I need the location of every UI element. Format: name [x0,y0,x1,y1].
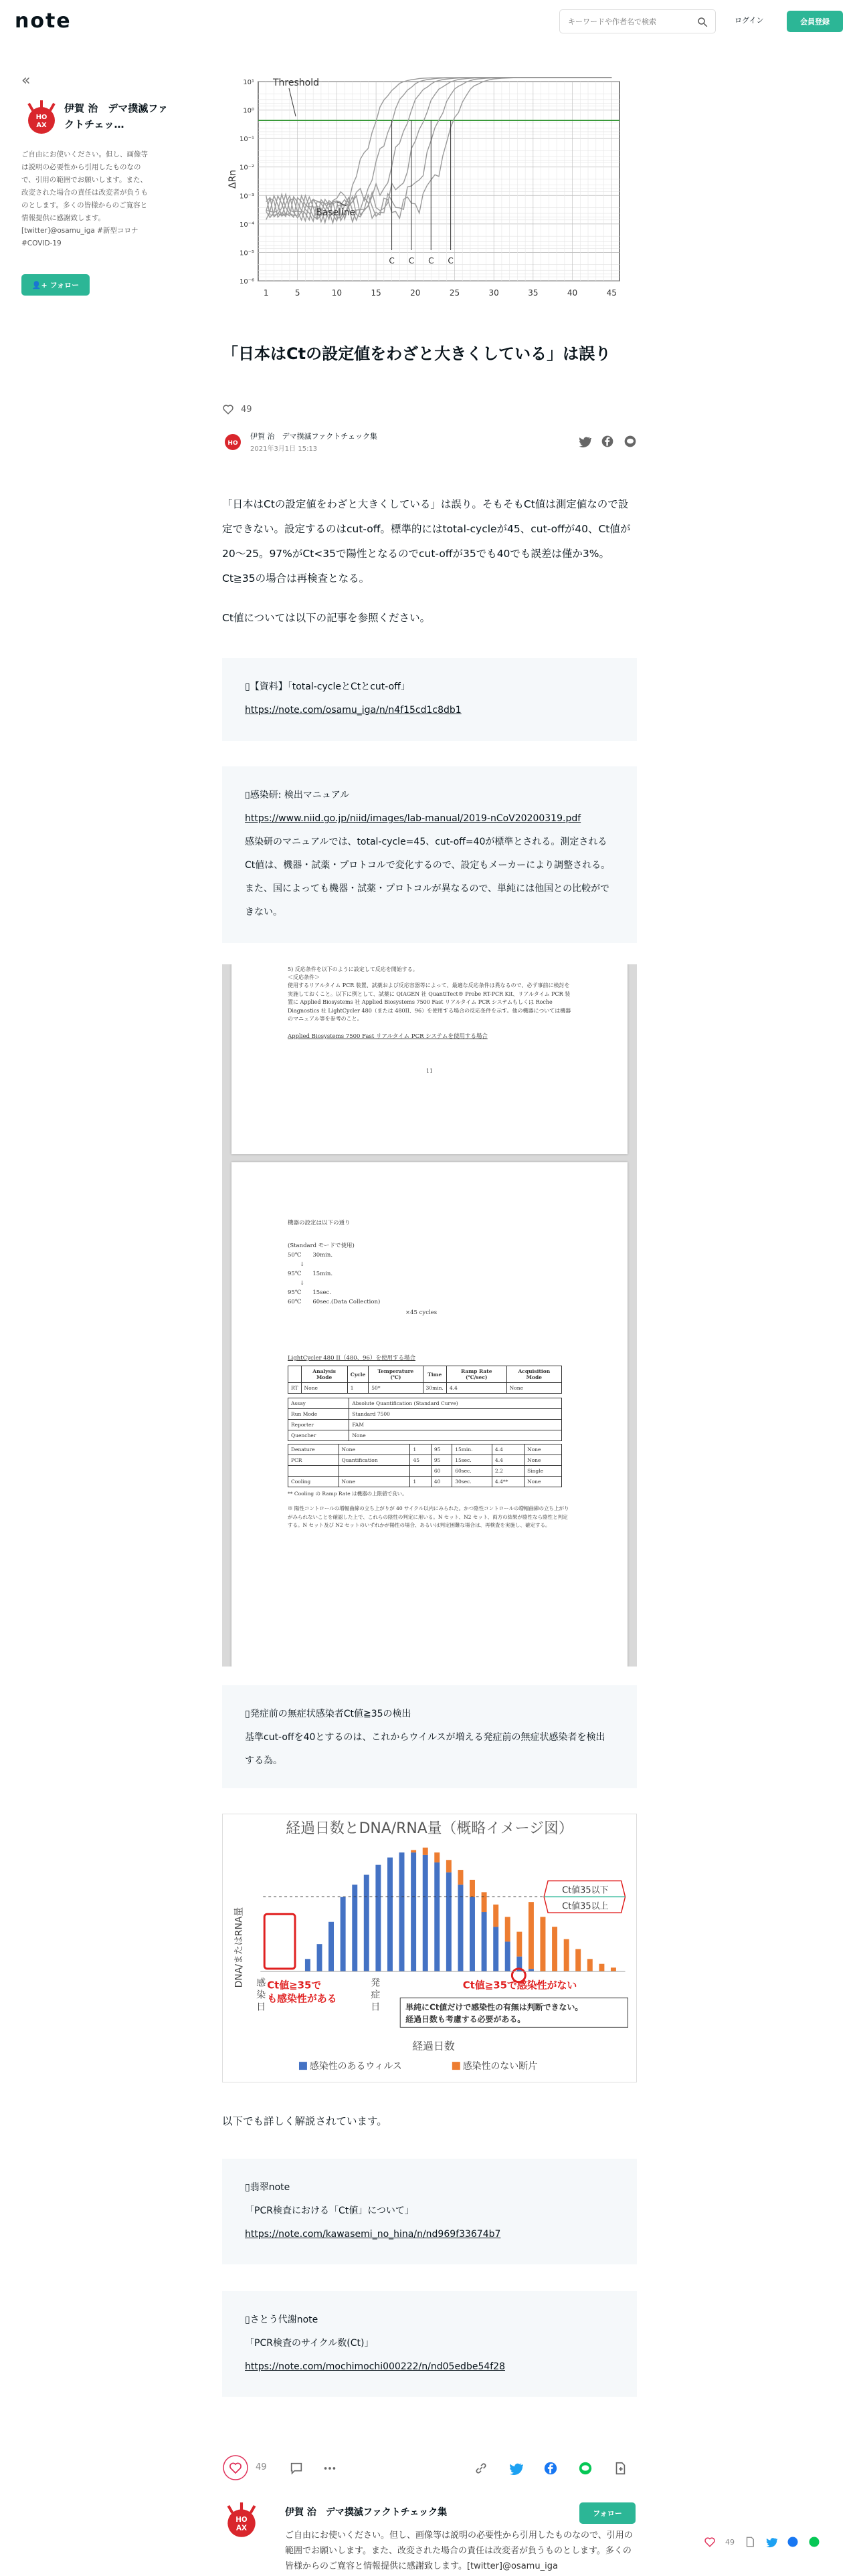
table-cell: Assay [288,1398,349,1409]
threshold-label: Threshold [273,78,319,88]
embed-body: 感染研のマニュアルでは、total-cycle=45、cut-off=40が標準とされる。測定されるCt値は、機器・試薬・プロトコルで変化するので、設定もメーカーにより調整される。また、国によっても機器・試薬・プロトコルが異なるので、単純には他国との比較ができない。 [245,837,611,918]
doc-text: 50℃ 30min. [288,1252,333,1259]
bar-fragment [458,1870,463,1885]
x-tick-label: 10 [331,288,343,298]
table-row [288,1455,562,1466]
article-title: 「日本はCtの設定値をわざと大きくしている」は誤り [222,344,611,363]
bar-fragment [411,1850,416,1852]
chart-x-label: 経過日数 [412,2040,455,2053]
table-cell: 2.2 [492,1466,524,1477]
footer-author-avatar[interactable] [222,2502,261,2541]
dna-rna-chart [222,1814,637,2082]
facebook-icon[interactable] [601,435,614,448]
chart-title: 経過日数とDNA/RNA量（概略イメージ図） [286,1820,573,1837]
likes-row [222,401,252,417]
cycle-table [288,1444,562,1487]
x-tick-label: 40 [567,288,578,298]
bar-fragment [564,1939,569,1971]
embed-title: ▯感染研: 検出マニュアル [245,790,350,800]
note-box-text: 単純にCt値だけで感染性の有無は判断できない。 経過日数も考慮する必要がある。 [405,2002,583,2024]
bar-fragment [529,1902,534,1969]
bar-infectious [529,1969,534,1971]
table-cell: 60sec. [452,1466,492,1477]
table-cell: Quantification [339,1455,410,1466]
table-cell: None [524,1455,562,1466]
line-icon[interactable] [624,435,637,448]
x-tick-label: 25 [449,288,460,298]
table-cell: Denature [288,1444,339,1455]
search-input[interactable] [560,10,687,33]
doc-text: 5) 反応条件を以下のように設定して反応を開始する。 [288,966,418,972]
table-cell: None [301,1383,347,1394]
table-cell: PCR [288,1455,339,1466]
table-cell: Standard 7500 [349,1409,562,1420]
legend-swatch-blue [299,2062,307,2070]
embed-card [222,658,637,741]
doc-footnote: ** Cooling の Ramp Rate は機器の上限値で良い。 [288,1491,407,1497]
ct35-below-label: Ct値35以下 [562,1885,609,1896]
table-cell: 4.4 [492,1444,524,1455]
more-intro: 以下でも詳しく解説されています。 [222,2115,387,2127]
table-cell: Absolute Quantification (Standard Curve) [349,1398,562,1409]
table-row [288,1398,562,1409]
table-row [288,1409,562,1420]
table-cell: 30sec. [452,1477,492,1487]
table-cell: 4.4** [492,1477,524,1487]
embed-subtitle: 「PCR検査における「Ct値」について」 [245,2206,414,2216]
embed-title: ▯発症前の無症状感染者Ct値≧35の検出 [245,1709,411,1719]
doc-text: ×45 cycles [405,1309,438,1316]
search-icon[interactable] [696,16,708,28]
table-cell: 50* [369,1383,423,1394]
table-cell: Quencher [288,1430,349,1441]
onset-day-label: 発症日 [371,1977,381,2013]
svg-text:AX: AX [36,122,47,129]
table-cell: Analysis Mode [301,1366,347,1383]
bar-infectious [341,1897,346,1971]
bar-infectious [375,1865,381,1971]
bar-infectious [470,1897,475,1971]
intro-paragraph: 「日本はCtの設定値をわざと大きくしている」は誤り。そもそもCt値は測定値なので設定できない。設定するのはcut-off。標準的にはtotal-cycleが45、cut-offが40、Ct値が20〜25。97%がCt<35で陽性となるのでcut-offが35でも40でも誤差は僅か3%。Ct≧35の場合は再検査となる。 [222,498,631,584]
table-row [288,1466,562,1477]
bar-fragment [516,1932,522,1957]
creator-avatar[interactable] [23,100,60,138]
table-cell: 1 [347,1383,369,1394]
ct-marker-label: C [389,256,395,265]
floating-line-icon[interactable] [808,2536,820,2548]
table-cell: Time [423,1366,446,1383]
note-logo[interactable]: note [15,9,72,33]
table-cell: None [349,1430,562,1441]
more-icon[interactable] [322,2461,337,2476]
infection-day-label: 感染日 [256,1977,266,2013]
bar-infectious [446,1872,452,1971]
bar-infectious [411,1852,416,1971]
x-tick-label: 1 [263,288,269,298]
floating-like-count: 49 [725,2537,735,2547]
y-tick-label: 10⁻¹ [239,136,254,144]
bar-fragment [552,1927,557,1971]
table-row [288,1444,562,1455]
bar-fragment [587,1959,593,1971]
table-cell [410,1466,431,1477]
x-tick-label: 45 [606,288,617,298]
link-icon[interactable] [474,2461,488,2476]
document-page [231,1162,628,1667]
table-cell: 60 [431,1466,452,1477]
bar-fragment [575,1949,581,1971]
baseline-label: Baseline [316,207,356,218]
floating-action-bar [704,2536,820,2548]
y-tick-label: 10⁰ [243,107,254,115]
bar-infectious [434,1862,440,1971]
heart-icon[interactable] [222,403,234,415]
table-cell: 45 [410,1455,431,1466]
bar-infectious [505,1941,510,1971]
y-axis-label: ΔRn [227,169,238,189]
x-tick-label: 5 [294,288,300,298]
embed-title: ▯さとう代謝note [245,2315,318,2325]
svg-text:HO: HO [227,440,238,447]
bar-fragment [505,1917,510,1941]
legend-label-blue: 感染性のあるウィルス [309,2061,402,2072]
table-cell: 40 [431,1477,452,1487]
y-tick-label: 10⁻⁶ [239,278,254,286]
doc-text: (Standard モードで使用) [288,1243,355,1249]
footer-author-name[interactable]: 伊賀 治 デマ撲滅ファクトチェック集 [285,2507,448,2518]
table-cell: 4.4 [446,1383,506,1394]
embed-card [222,766,637,943]
x-tick-label: 20 [410,288,421,298]
table-cell: RT [288,1383,302,1394]
embed-link[interactable]: https://note.com/mochimochi000222/n/nd05edbe54f28 [245,2361,505,2372]
right-note: Ct値≧35で感染性がない [462,1979,577,1992]
table-cell: Single [524,1466,562,1477]
share-icons [578,435,637,448]
ct-marker-label: C [448,256,454,265]
table-cell: 30min. [423,1383,446,1394]
embed-link[interactable]: https://note.com/osamu_iga/n/n4f15cd1c8db1 [245,705,462,716]
table-row [288,1430,562,1441]
doc-heading: LightCycler 480 II（480、96）を使用する場合 [288,1355,415,1362]
embed-card [222,2159,637,2264]
table-cell: Run Mode [288,1409,349,1420]
bar-infectious [317,1944,322,1971]
ct-marker-label: C [428,256,434,265]
table-cell: 95 [431,1455,452,1466]
collapse-sidebar-icon[interactable]: « [21,72,31,89]
bar-infectious [364,1874,369,1971]
twitter-icon[interactable] [578,435,591,448]
doc-note: ※ 陽性コントロールの増幅曲線の立ち上がりが 40 サイクル以内にみられた。かつ陰性コントロールの増幅曲線の立ち上がりがみられないことを確認した上で、これらの陰性の判定に用いる。N セット、N2 セット、両方の結果が陰性なら陰性と判定する。N セット及び N2 セットのいずれかが陽性の場合、あるいは判定困難な場合は、再検査を実施し、確定する。 [288,1505,569,1528]
article-action-bar [222,2454,637,2481]
bar-infectious [482,1912,487,1971]
bar-fragment [482,1892,487,1912]
bar-infectious [493,1927,498,1971]
doc-page-number: 11 [425,1067,434,1074]
doc-protocol: (Standard モードで使用) 50℃ 30min. ↓ 95℃ 15min. ↓ 95℃ 15sec. 60℃ 60sec.(Data Collection) ×45 cycles [288,1241,571,1341]
y-tick-label: 10⁻⁴ [239,221,254,229]
like-count: 49 [241,404,252,415]
document-page [231,964,628,1154]
floating-magazine-icon[interactable] [744,2536,756,2548]
svg-text:AX: AX [236,2524,247,2533]
signup-button[interactable]: 会員登録 [787,11,843,32]
embed-card [222,2291,637,2397]
bar-infectious [328,1922,334,1971]
author-name[interactable]: 伊賀 治 デマ撲滅ファクトチェック集 [250,432,377,441]
table-cell: None [524,1444,562,1455]
y-tick-label: 10⁻² [239,164,254,172]
bar-fragment [423,1848,428,1855]
table-cell: Ramp Rate (℃/sec) [446,1366,506,1383]
table-cell: Cycle [347,1366,369,1383]
table-row [288,1477,562,1487]
table-cell: 95 [431,1444,452,1455]
table-cell: Acquisition Mode [506,1366,561,1383]
table-cell: Reporter [288,1420,349,1430]
bar-infectious [352,1885,357,1971]
table-cell: 15sec. [452,1455,492,1466]
bar-infectious [387,1858,393,1971]
table-cell: None [506,1383,561,1394]
save-to-magazine-icon[interactable] [613,2461,628,2476]
early-highlight-box [264,1914,295,1969]
creator-bio: ご自由にお使いください。但し、画像等は説明の必要性から引用したものなので、引用の範囲でお願いします。また、改変された場合の責任は改変者が負うものとします。多くの皆様からのご寛容と情報提供に感謝致します。[twitter]@osamu_iga #新型コロナ #COVID-19 [21,150,148,247]
embed-link[interactable]: https://www.niid.go.jp/niid/images/lab-manual/2019-nCoV20200319.pdf [245,813,581,824]
embed-title: ▯【資料】「total-cycleとCtとcut-off」 [245,681,410,692]
table-cell [288,1366,302,1383]
bar-infectious [399,1852,405,1971]
publish-date: 2021年3月1日 15:13 [250,445,318,453]
table-row [288,1420,562,1430]
bar-infectious [423,1855,428,1971]
bar-fragment [446,1860,452,1872]
follow-label: フォロー [50,281,80,290]
facebook-share-icon[interactable] [543,2461,558,2476]
table-cell [288,1466,339,1477]
table-cell: 1 [410,1444,431,1455]
embed-subtitle: 「PCR検査のサイクル数(Ct)」 [245,2338,374,2349]
legend-swatch-orange [452,2062,460,2070]
table-cell [339,1466,410,1477]
doc-text: 60℃ 60sec.(Data Collection) [288,1299,381,1305]
bar-fragment [599,1964,604,1971]
like-button-icon[interactable] [222,2454,249,2481]
creator-name[interactable]: 伊賀 治 デマ撲滅ファクトチェッ… [64,102,168,130]
footer-follow-button[interactable]: フォロー [579,2502,636,2524]
table-cell: Temperature (℃) [369,1366,423,1383]
doc-text: 95℃ 15sec. [288,1289,331,1296]
embed-title: ▯翡翠note [245,2182,290,2193]
y-tick-label: 10⁻⁵ [239,249,254,257]
user-plus-icon: 👤+ [31,280,47,290]
doc-heading: Applied Biosystems 7500 Fast リアルタイム PCR システムを使用する場合 [288,1033,488,1040]
table-cell: None [524,1477,562,1487]
floating-twitter-icon[interactable] [765,2536,777,2548]
footer-author-bio: ご自由にお使いください。但し、画像等は説明の必要性から引用したものなので、引用の範囲でお願いします。また、改変された場合の責任は改変者が負うものとします。多くの皆様からのご寛容と情報提供に感謝致します。[twitter]@osamu_iga [285,2531,633,2571]
doc-text: ＜反応条件＞ [288,974,320,980]
bar-infectious [305,1959,310,1971]
table-cell: 4.4 [492,1455,524,1466]
legend-label-orange: 感染性のない断片 [462,2061,538,2072]
line-share-icon[interactable] [578,2461,593,2476]
author-avatar[interactable] [222,431,244,452]
bar-fragment [611,1967,616,1971]
bar-infectious [458,1885,463,1971]
embed-link[interactable]: https://note.com/kawasemi_no_hina/n/nd969f33674b7 [245,2229,501,2240]
table-header-row [288,1366,562,1383]
table-cell: FAM [349,1420,562,1430]
reference-intro: Ct値については以下の記事を参照ください。 [222,612,431,624]
doc-text: 使用するリアルタイム PCR 装置、試薬および反応容器等によって、最適な反応条件は異なるので、必ず事前に検討を実施しておくこと。以下に例として、試薬に QIAGEN 社 QuantiTect® Probe RT-PCR Kit、リアルタイム PCR 装置に Applied Biosystems 社 Applied Biosystems 7500 Fast リアルタイム PCR システムもしくは Roche Diagnostics 社 LightCycler 480（または 480II、96）を使用する場合の反応条件を示す。他の機器については機器のマニュアル等を参考のこと。 [288,982,571,1022]
ct35-above-label: Ct値35以上 [562,1901,609,1912]
svg-text:HO: HO [235,2516,248,2524]
table-cell: 15min. [452,1444,492,1455]
y-tick-label: 10⁻³ [239,193,254,201]
table-cell: None [339,1477,410,1487]
doc-text: 95℃ 15min. [288,1271,333,1277]
search-box[interactable] [559,9,716,33]
doc-text: 機器の設定は以下の通り [288,1220,351,1226]
ct-marker-label: C [408,256,415,265]
assay-table [288,1398,562,1441]
manual-document-image [222,964,637,1667]
x-tick-label: 15 [371,288,381,298]
table-row [288,1383,562,1394]
svg-text:HO: HO [35,114,47,121]
lightcycler-table [288,1366,562,1394]
x-tick-label: 30 [488,288,499,298]
table-cell: Cooling [288,1477,339,1487]
follow-button[interactable] [21,274,90,296]
login-link[interactable]: ログイン [735,16,764,25]
top-navbar [0,0,859,43]
author-row [222,428,637,457]
table-cell: None [339,1444,410,1455]
bar-fragment [540,1917,545,1971]
embed-body: 基準cut-offを40とするのは、これからウイルスが増える発症前の無症状感染者を検出する為。 [245,1732,605,1766]
bar-fragment [470,1880,475,1897]
table-cell: 1 [410,1477,431,1487]
embed-card [222,1685,637,1788]
amplification-plot-image [222,75,637,302]
y-tick-label: 10¹ [243,79,254,86]
floating-heart-icon[interactable] [704,2536,716,2548]
bar-fragment [434,1852,440,1862]
action-like-count: 49 [256,2462,267,2472]
chart-y-label: DNA/またはRNA量 [233,1907,245,1988]
comment-icon[interactable] [289,2461,304,2476]
left-note: Ct値≧35で も感染性がある [267,1979,337,2005]
x-tick-label: 35 [528,288,539,298]
bar-fragment [493,1905,498,1927]
twitter-share-icon[interactable] [508,2461,523,2476]
floating-facebook-icon[interactable] [787,2536,799,2548]
